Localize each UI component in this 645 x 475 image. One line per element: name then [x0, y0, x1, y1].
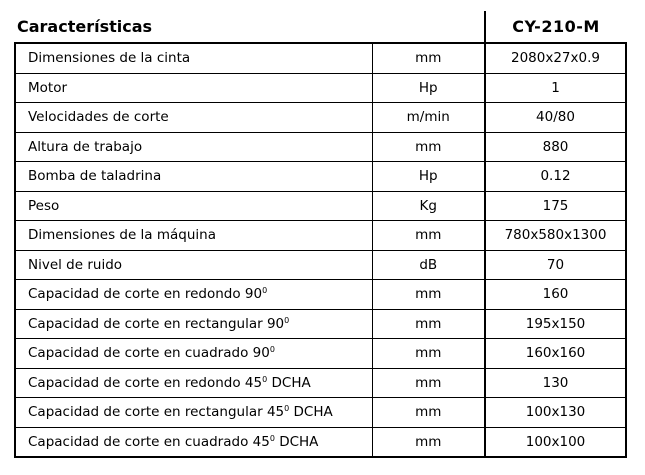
row-label: Capacidad de corte en rectangular $45^0$ DCHA — [15, 398, 372, 428]
table-row — [15, 280, 626, 310]
table-row — [15, 368, 626, 398]
row-label: Peso — [15, 191, 372, 221]
row-value: 1 — [485, 73, 626, 103]
table-row — [15, 221, 626, 251]
row-unit: mm — [372, 368, 485, 398]
row-unit: mm — [372, 339, 485, 369]
row-value: 130 — [485, 368, 626, 398]
row-value: 100x130 — [485, 398, 626, 428]
table-row — [15, 162, 626, 192]
row-value: 175 — [485, 191, 626, 221]
table-row — [15, 339, 626, 369]
row-label: Velocidades de corte — [15, 103, 372, 133]
table-row — [15, 191, 626, 221]
row-label: Capacidad de corte en cuadrado $45^0$ DCHA — [15, 427, 372, 457]
row-value: 2080x27x0.9 — [485, 43, 626, 73]
row-unit: mm — [372, 309, 485, 339]
row-unit: m/min — [372, 103, 485, 133]
row-label: Capacidad de corte en redondo $90^0$ — [15, 280, 372, 310]
row-unit: Kg — [372, 191, 485, 221]
row-value: 70 — [485, 250, 626, 280]
row-value: 100x100 — [485, 427, 626, 457]
spec-table — [14, 11, 627, 458]
row-value: 0.12 — [485, 162, 626, 192]
row-value: 880 — [485, 132, 626, 162]
table-row — [15, 103, 626, 133]
row-unit: mm — [372, 280, 485, 310]
row-value: 195x150 — [485, 309, 626, 339]
row-label: Capacidad de corte en redondo $45^0$ DCHA — [15, 368, 372, 398]
row-label: Motor — [15, 73, 372, 103]
row-value: 40/80 — [485, 103, 626, 133]
row-value: 160 — [485, 280, 626, 310]
table-row — [15, 250, 626, 280]
row-label: Dimensiones de la máquina — [15, 221, 372, 251]
row-unit: mm — [372, 221, 485, 251]
table-row — [15, 73, 626, 103]
row-unit: Hp — [372, 73, 485, 103]
row-unit: mm — [372, 427, 485, 457]
header-row — [15, 11, 626, 43]
header-characteristics: Características — [15, 11, 372, 43]
row-label: Bomba de taladrina — [15, 162, 372, 192]
row-label: Dimensiones de la cinta — [15, 43, 372, 73]
header-model: CY-210-M — [485, 11, 626, 43]
header-unit — [372, 11, 485, 43]
row-label: Capacidad de corte en cuadrado $90^0$ — [15, 339, 372, 369]
table-row — [15, 309, 626, 339]
row-unit: mm — [372, 132, 485, 162]
row-value: 780x580x1300 — [485, 221, 626, 251]
row-value: 160x160 — [485, 339, 626, 369]
table-row — [15, 43, 626, 73]
row-label: Capacidad de corte en rectangular $90^0$ — [15, 309, 372, 339]
row-unit: mm — [372, 43, 485, 73]
row-unit: mm — [372, 398, 485, 428]
table-row — [15, 398, 626, 428]
table-row — [15, 427, 626, 457]
row-unit: Hp — [372, 162, 485, 192]
table-row — [15, 132, 626, 162]
row-label: Nivel de ruido — [15, 250, 372, 280]
row-unit: dB — [372, 250, 485, 280]
row-label: Altura de trabajo — [15, 132, 372, 162]
